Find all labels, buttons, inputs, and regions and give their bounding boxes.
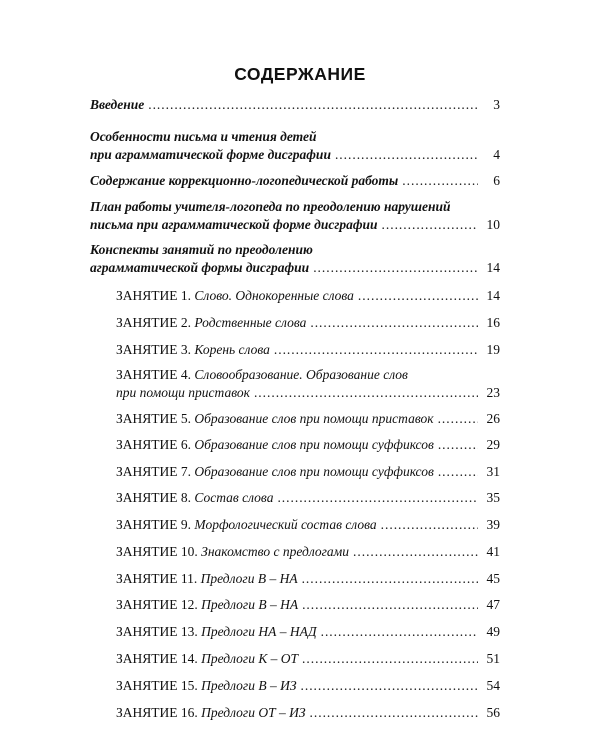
dot-leader [302, 596, 478, 614]
page-number: 14 [486, 288, 500, 303]
lesson-label: ЗАНЯТИЕ 5. [116, 411, 192, 426]
page-number: 41 [486, 544, 500, 559]
toc-lesson-1[interactable] [116, 287, 500, 305]
lesson-label: ЗАНЯТИЕ 11. [116, 571, 198, 586]
entry-title: Введение [90, 97, 145, 112]
toc-lesson-4[interactable] [116, 366, 500, 402]
dot-leader [358, 287, 478, 305]
dot-leader [301, 677, 479, 695]
entry-title-line-2: письма при аграмматической форме дисграфии [90, 217, 378, 232]
page-number: 16 [486, 315, 500, 330]
lesson-topic: Предлоги В – НА [200, 571, 298, 586]
entry-title-line-2: аграмматической формы дисграфии [90, 260, 310, 275]
dot-leader [313, 259, 478, 277]
toc-lesson-12[interactable] [116, 596, 500, 614]
lesson-label: ЗАНЯТИЕ 10. [116, 544, 198, 559]
toc-lesson-3[interactable] [116, 341, 500, 359]
toc-entry-lesson-notes[interactable] [90, 241, 500, 277]
entry-title-line-2: при аграмматической форме дисграфии [90, 147, 331, 162]
page-number: 56 [486, 705, 500, 720]
lesson-topic: Образование слов при помощи суффиксов [194, 464, 434, 479]
page-number: 26 [486, 411, 500, 426]
dot-leader [274, 341, 478, 359]
lesson-label: ЗАНЯТИЕ 7. [116, 464, 192, 479]
dot-leader [277, 489, 478, 507]
toc-lesson-15[interactable] [116, 677, 500, 695]
lesson-topic: Образование слов при помощи суффиксов [194, 437, 434, 452]
page-number: 35 [486, 490, 500, 505]
dot-leader [438, 463, 478, 481]
dot-leader [254, 384, 478, 402]
page-number: 23 [486, 385, 500, 400]
toc-lesson-16[interactable] [116, 704, 500, 722]
page-number: 4 [493, 147, 500, 162]
lesson-topic: Образование слов при помощи приставок [194, 411, 434, 426]
dot-leader [382, 216, 478, 234]
lesson-topic: Знакомство с предлогами [201, 544, 350, 559]
lesson-topic: Слово. Однокоренные слова [194, 288, 354, 303]
page-number: 14 [486, 260, 500, 275]
dot-leader [302, 650, 478, 668]
toc-entry-work-plan[interactable] [90, 198, 500, 234]
toc-lesson-14[interactable] [116, 650, 500, 668]
lesson-topic: Предлоги В – ИЗ [201, 678, 297, 693]
entry-title-line-1: Особенности письма и чтения детей [90, 129, 317, 144]
dot-leader [148, 96, 478, 114]
dot-leader [438, 436, 478, 454]
page-title: СОДЕРЖАНИЕ [234, 64, 366, 84]
lesson-label: ЗАНЯТИЕ 1. [116, 288, 192, 303]
lesson-topic: Предлоги В – НА [201, 597, 299, 612]
toc-lesson-9[interactable] [116, 516, 500, 534]
entry-title-line-1: Конспекты занятий по преодолению [90, 242, 313, 257]
page-number: 47 [486, 597, 500, 612]
lesson-topic: Корень слова [194, 342, 270, 357]
lesson-topic: Предлоги ОТ – ИЗ [201, 705, 306, 720]
lesson-topic: Предлоги НА – НАД [201, 624, 317, 639]
lesson-label: ЗАНЯТИЕ 13. [116, 624, 198, 639]
toc-lesson-13[interactable] [116, 623, 500, 641]
toc-entry-correction-work[interactable] [90, 172, 500, 190]
page-number: 31 [486, 464, 500, 479]
dot-leader [321, 623, 478, 641]
lesson-label: ЗАНЯТИЕ 9. [116, 517, 192, 532]
lesson-topic: Морфологический состав слова [194, 517, 377, 532]
page-number: 51 [486, 651, 500, 666]
entry-title-line-1: План работы учителя-логопеда по преодолению нарушений [90, 199, 451, 214]
toc-lesson-8[interactable] [116, 489, 500, 507]
toc-lesson-7[interactable] [116, 463, 500, 481]
lesson-label: ЗАНЯТИЕ 3. [116, 342, 192, 357]
page-number: 49 [486, 624, 500, 639]
toc-entry-writing-features[interactable] [90, 128, 500, 164]
dot-leader [310, 704, 478, 722]
lesson-topic: Состав слова [194, 490, 274, 505]
lesson-label: ЗАНЯТИЕ 12. [116, 597, 198, 612]
toc-entry-introduction[interactable] [90, 96, 500, 114]
page-number: 6 [493, 173, 500, 188]
lesson-label: ЗАНЯТИЕ 4. [116, 367, 192, 382]
lesson-label: ЗАНЯТИЕ 6. [116, 437, 192, 452]
lesson-topic: Предлоги К – ОТ [201, 651, 299, 666]
dot-leader [381, 516, 478, 534]
entry-title: Содержание коррекционно-логопедической работы [90, 173, 399, 188]
dot-leader [438, 410, 478, 428]
toc-lesson-5[interactable] [116, 410, 500, 428]
toc-lesson-2[interactable] [116, 314, 500, 332]
lesson-topic-line-2: при помощи приставок [116, 385, 250, 400]
lesson-label: ЗАНЯТИЕ 8. [116, 490, 192, 505]
page-number: 54 [486, 678, 500, 693]
dot-leader [310, 314, 478, 332]
lesson-label: ЗАНЯТИЕ 14. [116, 651, 198, 666]
toc-lesson-10[interactable] [116, 543, 500, 561]
lesson-label: ЗАНЯТИЕ 16. [116, 705, 198, 720]
page-number: 19 [486, 342, 500, 357]
page-number: 39 [486, 517, 500, 532]
lesson-topic-line-1: Словообразование. Образование слов [194, 367, 408, 382]
dot-leader [335, 146, 478, 164]
dot-leader [353, 543, 478, 561]
toc-lesson-6[interactable] [116, 436, 500, 454]
toc-lesson-11[interactable] [116, 570, 500, 588]
lesson-label: ЗАНЯТИЕ 2. [116, 315, 192, 330]
lesson-label: ЗАНЯТИЕ 15. [116, 678, 198, 693]
page-number: 45 [486, 571, 500, 586]
page-number: 29 [486, 437, 500, 452]
dot-leader [302, 570, 478, 588]
page-number: 10 [486, 217, 500, 232]
dot-leader [402, 172, 478, 190]
page-number: 3 [493, 97, 500, 112]
lesson-topic: Родственные слова [194, 315, 307, 330]
